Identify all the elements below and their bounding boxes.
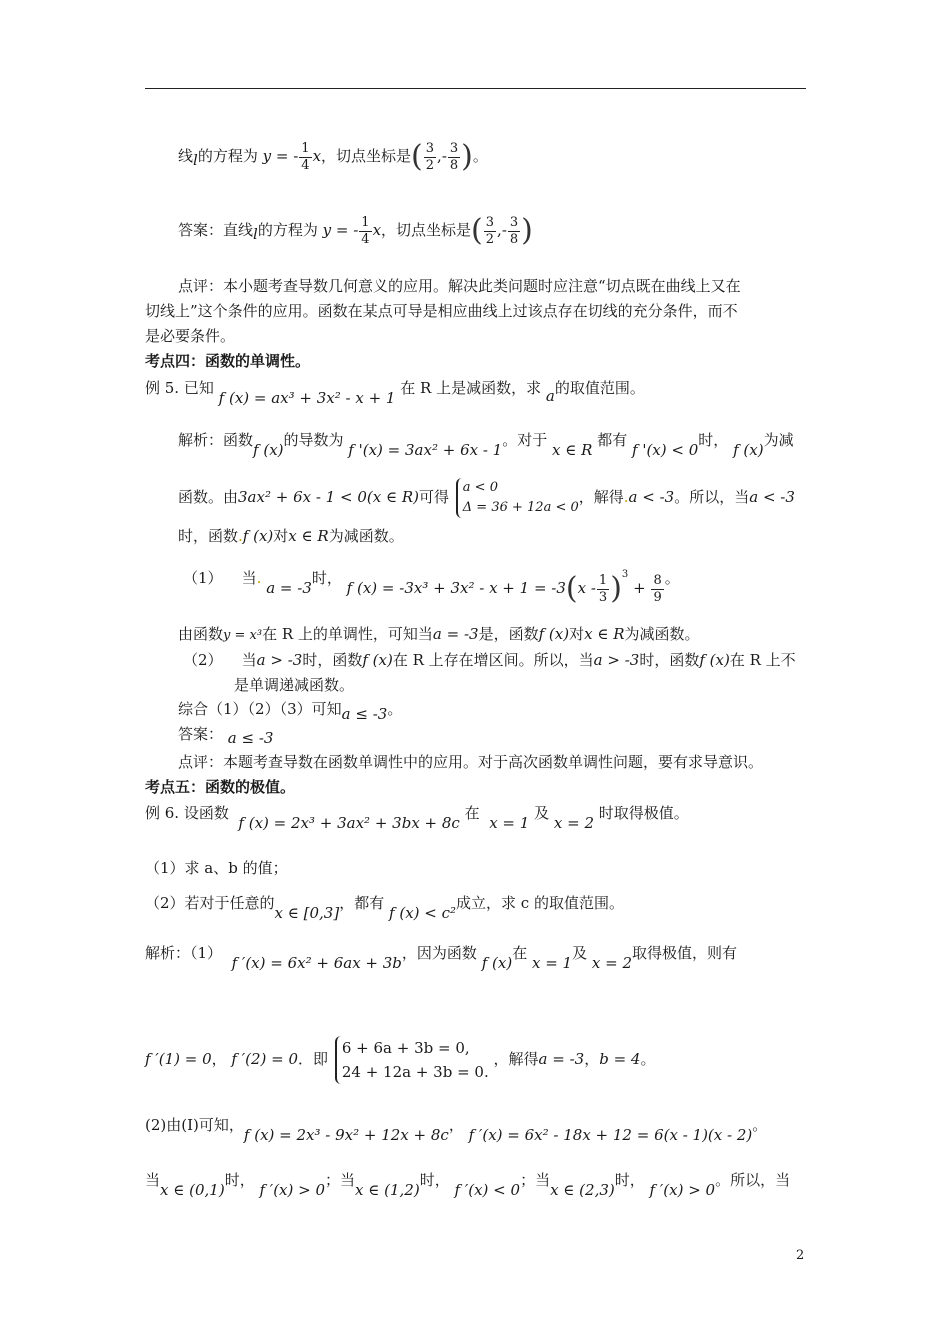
fraction: $\frac{3}{8}$ <box>449 140 459 173</box>
case-1-conclusion: 由函数y = x³在 R 上的单调性，可知当a = -3是，函数f (x)对x ∈ R为减函数。 <box>178 625 700 643</box>
question-1: （1）求 a、b 的值； <box>145 859 288 877</box>
page-number: 2 <box>796 1248 805 1263</box>
var-l: l <box>253 225 258 243</box>
solution-5-line2: 函数。由3ax² + 6x - 1 < 0(x ∈ R)可得 a < 0 Δ = 36 + 12a < 0 ，解得.a < -3。所以，当a < -3 <box>178 478 795 518</box>
equation-system: 6 + 6a + 3b = 0, 24 + 12a + 3b = 0. <box>335 1036 489 1084</box>
review-paragraph-line3: 是必要条件。 <box>145 327 236 345</box>
section-heading-4: 考点四：函数的单调性。 <box>145 352 311 370</box>
case-2: （2） 当a > -3时，函数f (x)在 R 上存在增区间。所以，当a > -3时，函数f (x)在 R 上不 <box>183 651 796 669</box>
answer-5: 答案： a ≤ -3 <box>178 725 274 747</box>
inequality-system: a < 0 Δ = 36 + 12a < 0 <box>456 478 579 518</box>
fraction: $\frac{1}{4}$ <box>301 140 310 173</box>
text: ，切点坐标是 <box>321 147 412 165</box>
example-6: 例 6. 设函数 f (x) = 2x³ + 3ax² + 3bx + 8c 在 x = 1 及 x = 2 时取得极值。 <box>145 804 689 832</box>
solution-5-line1: 解析：函数f (x)的导数为 f '(x) = 3ax² + 6x - 1。对于 x ∈ R 都有 f '(x) < 0时， f (x)为减 <box>178 431 794 459</box>
solution-6-line1: 解析：（1） f ′(x) = 6x² + 6ax + 3b，因为函数 f (x)在 x = 1及 x = 2取得极值，则有 <box>145 944 738 972</box>
summary: 综合（1）（2）（3）可知a ≤ -3。 <box>178 700 403 723</box>
fraction: $\frac{3}{2}$ <box>425 140 435 173</box>
example-5: 例 5. 已知 f (x) = ax³ + 3x² - x + 1 在 R 上是减函数，求 a的取值范围。 <box>145 379 645 407</box>
solution-6-line2: f ′(1) = 0， f ′(2) = 0．即 6 + 6a + 3b = 0, 24 + 12a + 3b = 0. ，解得a = -3，b = 4。 <box>145 1036 655 1084</box>
solution-6-line3: (2)由(Ⅰ)可知，f (x) = 2x³ - 9x² + 12x + 8c， f ′(x) = 6x² - 18x + 12 = 6(x - 1)(x - 2)。 <box>145 1116 768 1144</box>
answer-tangent: 答案：直线$_l$的方程为 y = - $\frac{1}{4}$ x，切点坐标是( $\frac{3}{2}$ ,- $\frac{3}{8}$ ) <box>178 213 533 248</box>
review-paragraph-line2: 切线上”这个条件的应用。函数在某点可导是相应曲线上过该点存在切线的充分条件，而不 <box>145 302 738 320</box>
text: 的方程为 <box>197 147 258 165</box>
section-heading-5: 考点五：函数的极值。 <box>145 778 296 796</box>
var-x: x <box>312 147 322 165</box>
math-eq: y = - <box>262 147 299 165</box>
solution-6-line4: 当x ∈ (0,1)时， f ′(x) > 0；当x ∈ (1,2)时， f ′(x) < 0；当x ∈ (2,3)时， f ′(x) > 0。所以，当 <box>145 1171 791 1199</box>
math-function: f (x) = ax³ + 3x² - x + 1 <box>218 389 396 407</box>
review-paragraph-line1: 点评：本小题考查导数几何意义的应用。解决此类问题时应注意“切点既在曲线上又在 <box>178 277 741 295</box>
header-rule <box>145 88 806 89</box>
text: 答案：直线 <box>178 221 254 239</box>
text: 的方程为 <box>257 221 318 239</box>
text: ，切点坐标是 <box>381 221 472 239</box>
var-l: l <box>193 151 198 169</box>
question-2: （2）若对于任意的x ∈ [0,3]，都有 f (x) < c²成立，求 c 的取值范围。 <box>145 894 624 922</box>
case-2-cont: 是单调递减函数。 <box>234 676 355 694</box>
tangent-line-statement: 线$_l$的方程为 y = - $\frac{1}{4}$ x，切点坐标是( $\frac{3}{2}$ ,- $\frac{3}{8}$ )。 <box>178 139 488 174</box>
case-1: （1） 当. a = -3时， f (x) = -3x³ + 3x² - x + 1 = -3(x - $\frac{1}{3}$ )$^3$ + $\frac{8}{9}$ 。 <box>183 569 680 606</box>
text: 线 <box>178 147 194 165</box>
solution-5-line3: 时，函数.f (x)对x ∈ R为减函数。 <box>178 527 404 545</box>
review-5: 点评：本题考查导数在函数单调性中的应用。对于高次函数单调性问题，要有求导意识。 <box>178 753 764 771</box>
